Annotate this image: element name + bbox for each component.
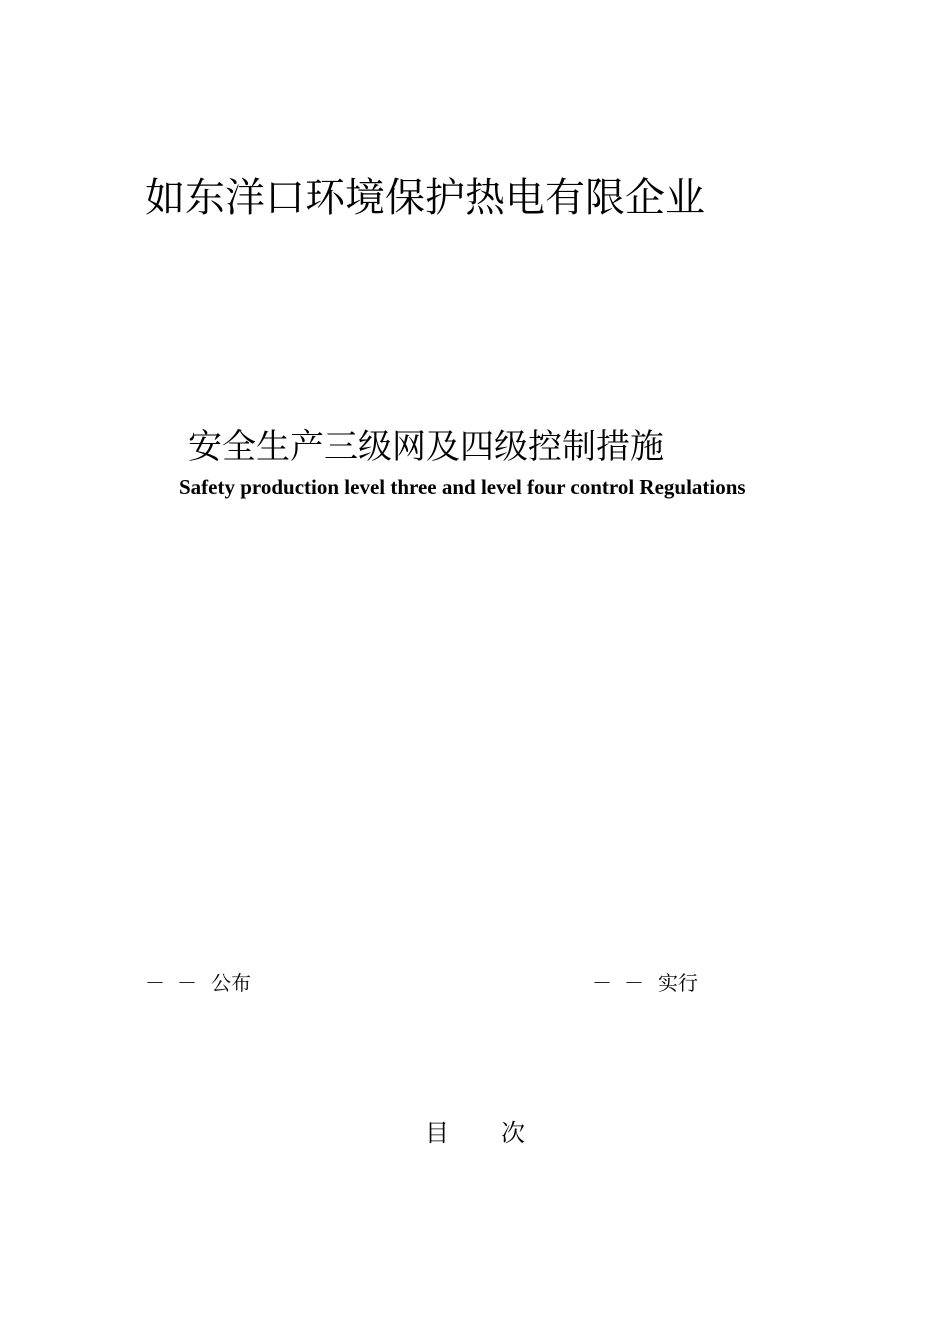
- publish-label: 公布: [211, 971, 251, 995]
- implement-date-line: [592, 970, 698, 996]
- implement-date-dash-2: －: [624, 971, 644, 995]
- publish-date-dash-1: －: [145, 971, 165, 995]
- implement-label: 实行: [658, 971, 698, 995]
- document-title-chinese: 安全生产三级网及四级控制措施: [188, 427, 664, 467]
- toc-heading-char-2: 次: [501, 1119, 525, 1147]
- toc-heading-char-1: 目: [425, 1119, 449, 1147]
- table-of-contents-heading: [0, 1118, 950, 1148]
- document-title-english: Safety production level three and level four control Regulations: [179, 475, 746, 499]
- company-name: 如东洋口环境保护热电有限企业: [145, 175, 705, 221]
- publish-date-line: [145, 970, 251, 996]
- publish-date-dash-2: －: [177, 971, 197, 995]
- implement-date-dash-1: －: [592, 971, 612, 995]
